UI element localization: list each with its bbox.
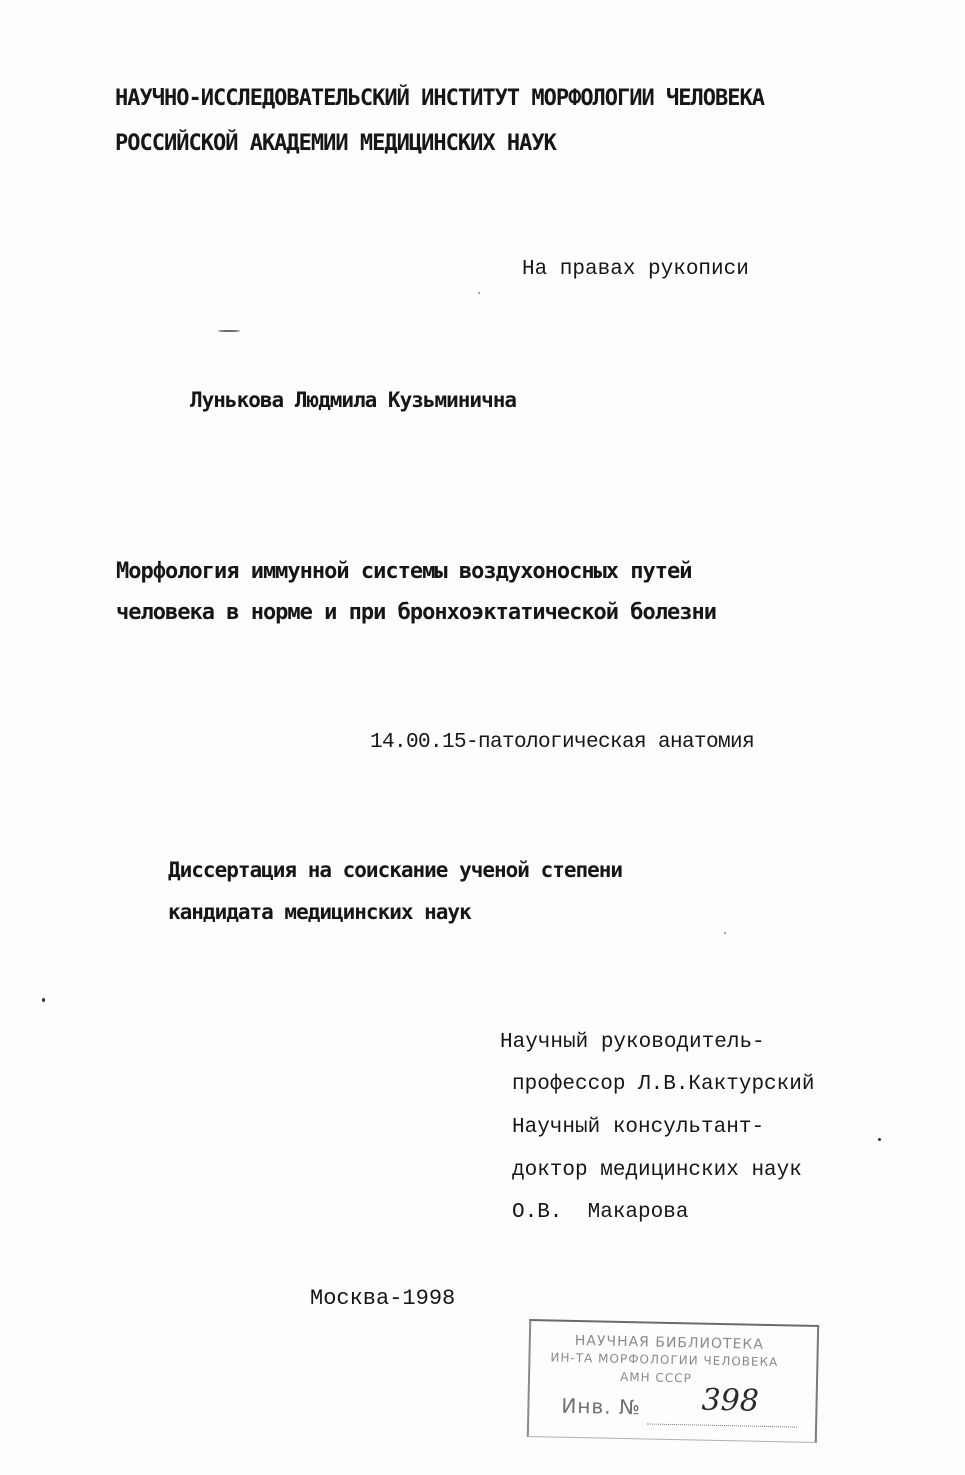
scan-speck [42,998,45,1002]
manuscript-rights-note: На правах рукописи [522,258,749,281]
consultant-role: Научный консультант- [512,1116,765,1139]
scan-speck [218,330,240,332]
dissertation-title-line-1: Морфология иммунной системы воздухоносных путей [116,559,692,584]
stamp-library-line: НАУЧНАЯ БИБЛИОТЕКА [574,1332,765,1353]
scan-speck [478,292,480,294]
degree-statement-line-1: Диссертация на соискание ученой степени [168,858,623,882]
stamp-institute-line: ИН-ТА МОРФОЛОГИИ ЧЕЛОВЕКА [550,1350,779,1370]
scan-speck [724,932,726,934]
library-stamp [527,1319,819,1443]
degree-statement-line-2: кандидата медицинских наук [168,900,471,924]
stamp-academy-line: АМН СССР [619,1369,692,1386]
city-and-year: Москва-1998 [310,1286,456,1311]
consultant-degree: доктор медицинских наук [512,1159,802,1182]
supervisor-name: профессор Л.В.Кактурский [512,1073,815,1096]
dissertation-title-line-2: человека в норме и при бронхоэктатической болезни [116,600,717,625]
specialty-code: 14.00.15-патологическая анатомия [370,731,755,754]
institute-name-line-2: РОССИЙСКОЙ АКАДЕМИИ МЕДИЦИНСКИХ НАУК [115,131,556,156]
author-name: Лунькова Людмила Кузьминична [190,388,517,412]
scan-speck [878,1138,881,1141]
supervisor-role: Научный руководитель- [500,1031,765,1054]
consultant-name: О.В. Макарова [512,1201,689,1224]
stamp-inventory-number: 398 [701,1382,760,1419]
stamp-inventory-underline [647,1423,797,1427]
institute-name-line-1: НАУЧНО-ИССЛЕДОВАТЕЛЬСКИЙ ИНСТИТУТ МОРФОЛОГИИ ЧЕЛОВЕКА [115,86,764,111]
stamp-inventory-label: Инв. № [561,1393,642,1420]
